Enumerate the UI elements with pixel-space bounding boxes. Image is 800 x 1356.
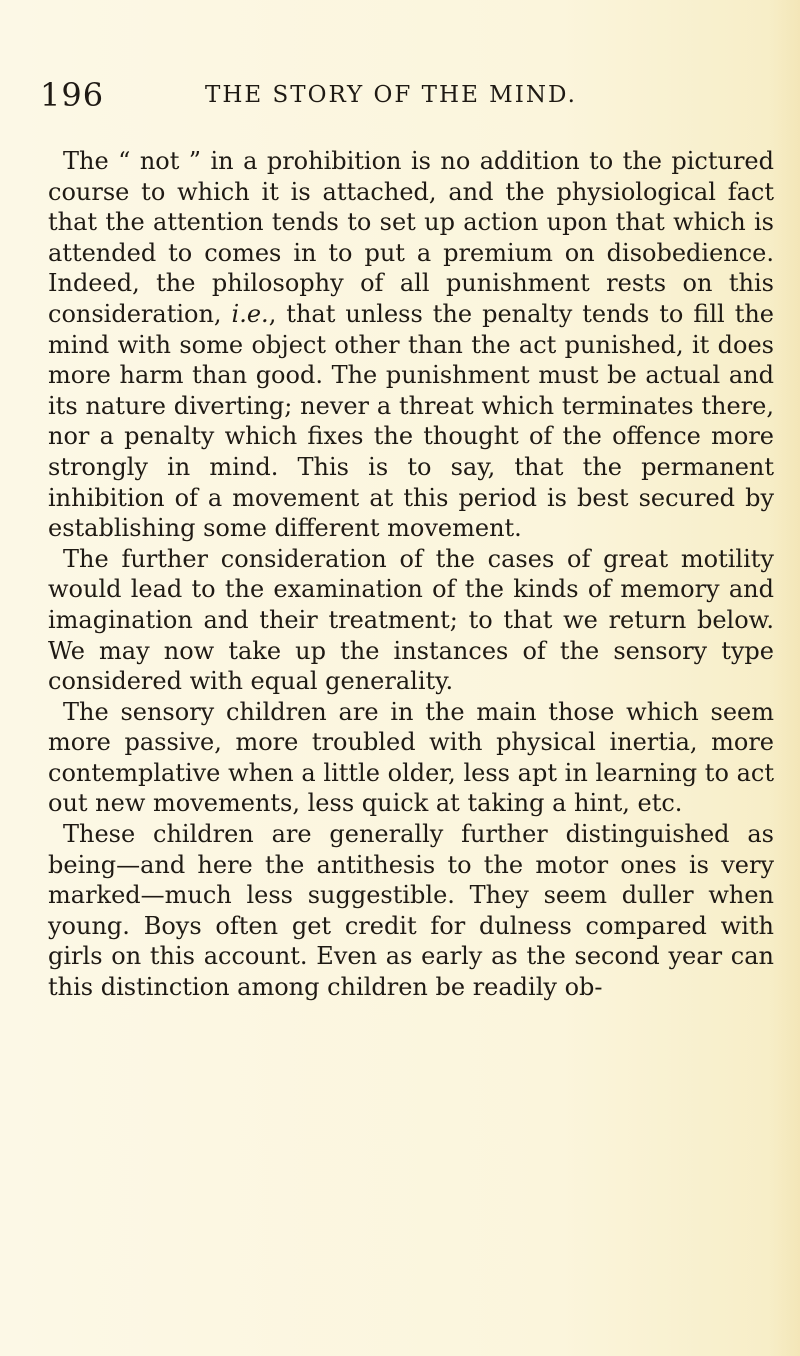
paragraph: The further consideration of the cases of great motility would lead to the examination of the kinds of memory and imagination and their treatment; to that we return below. We may now take up the instances of the sensory type considered with equal generality. — [48, 544, 774, 696]
page-number: 196 — [40, 76, 105, 114]
running-head: THE STORY OF THE MIND. — [205, 82, 577, 108]
paragraph: These children are generally further distinguished as being—and here the antithesis to the motor ones is very marked—much less suggestible. They seem duller when young. Boys often get credit for dulness compared with girls on this account. Even as early as the second year can this distinction among children be readily ob- — [48, 820, 774, 1002]
paragraph: The “ not ” in a prohibition is no addition to the pictured course to which it is attached, and the physiological fact that the attention tends to set up action upon that which is attended to comes in to put a premium on disobedience. Indeed, the philosophy of all punishment rests on this consideration, i.e., that unless the penalty tends to fill the mind with some object other than the act punished, it does more harm than good. The punishment must be actual and its nature diverting; never a threat which terminates there, nor a penalty which fixes the thought of the offence more strongly in mind. This is to say, that the permanent inhibition of a movement at this period is best secured by establishing some different movement. — [48, 147, 775, 543]
page-header — [40, 76, 760, 116]
paragraph: The sensory children are in the main those which seem more passive, more troubled with physical inertia, more contemplative when a little older, less apt in learning to act out new movements, less quick at taking a hint, etc. — [48, 697, 774, 818]
body-text — [48, 146, 774, 1003]
